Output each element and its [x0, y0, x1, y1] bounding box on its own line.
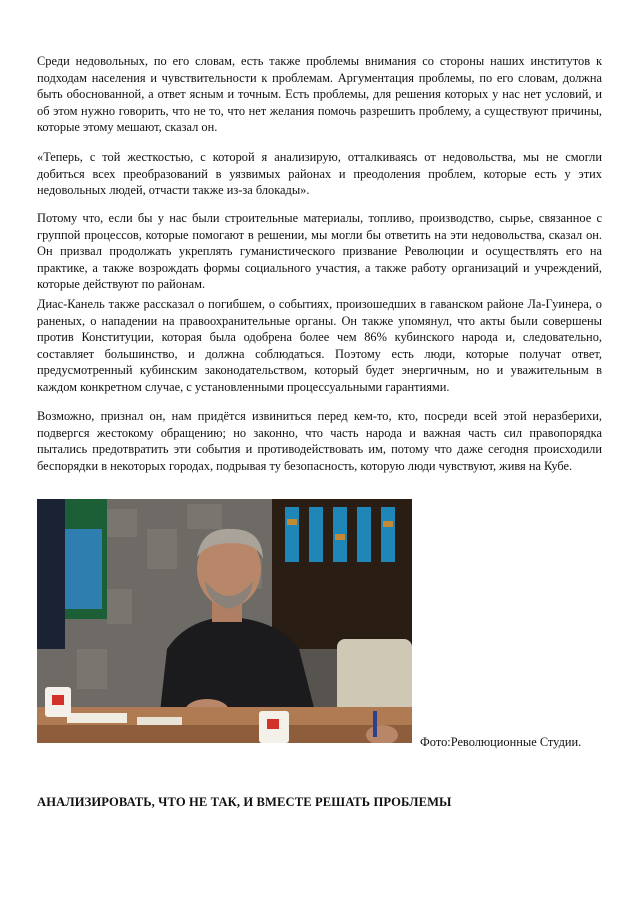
paragraph-2-quote: «Теперь, с той жесткостью, с которой я анализирую, отталкиваясь от недовольства, мы не смогли добиться всех преобразований в уязвимых районах и преодоления проблем, которые есть у этих недовольных людей, отчасти также из-за блокады».	[37, 150, 602, 198]
paragraph-3: Потому что, если бы у нас были строительные материалы, топливо, производство, сырье, связанное с группой процессов, которые помогают в решении, мы могли бы ответить на эти недовольства, сказал он. Он призвал продолжать укреплять гуманистического призвание Революции и осуществлять его на практике, а также возрождать формы социального участия, а также работу организаций и учреждений, которые действуют по районам.	[37, 211, 602, 292]
person-at-desk-photo-icon	[37, 499, 412, 743]
paragraph-5: Возможно, признал он, нам придётся извиниться перед кем-то, кто, посреди всей этой неразберихи, подвергся жестокому обращению; но законно, что часть народа и важная часть сил правопорядка пытались предотвратить эти события и противодействовать им, потому что даже сегодня происходили беспорядки в некоторых городах, подрывая ту безопасность, которую люди чувствуют, живя на Кубе.	[37, 409, 602, 473]
section-heading: АНАЛИЗИРОВАТЬ, ЧТО НЕ ТАК, И ВМЕСТЕ РЕШАТЬ ПРОБЛЕМЫ	[37, 795, 452, 809]
paragraph-1: Среди недовольных, по его словам, есть также проблемы внимания со стороны наших институтов к подходам населения и чувствительности к проблемам. Аргументация проблемы, по его словам, должна быть обоснованной, а ответ ясным и точным. Есть проблемы, для решения которых у нас нет условий, и об этом нужно говорить, что не то, что нет желания помочь разрешить проблему, а существуют причины, которые этому мешают, сказал он.	[37, 54, 602, 135]
article-photo	[37, 499, 412, 743]
paragraph-4: Диас-Канель также рассказал о погибшем, о событиях, произошедших в гаванском районе Ла-Гуинера, о раненых, о нападении на правоохранительные органы. Он также упомянул, что акты были совершены против Конституции, которая была одобрена более чем 86% кубинского народа и, следовательно, составляет большинство, и должна соблюдаться. Поэтому есть люди, которые получат ответ, предусмотренный кубинским законодательством, который будет энергичным, но и уважительным в каждом конкретном случае, с установленными процессуальными гарантиями.	[37, 297, 602, 394]
photo-caption: Фото:Революционные Студии.	[420, 735, 582, 749]
